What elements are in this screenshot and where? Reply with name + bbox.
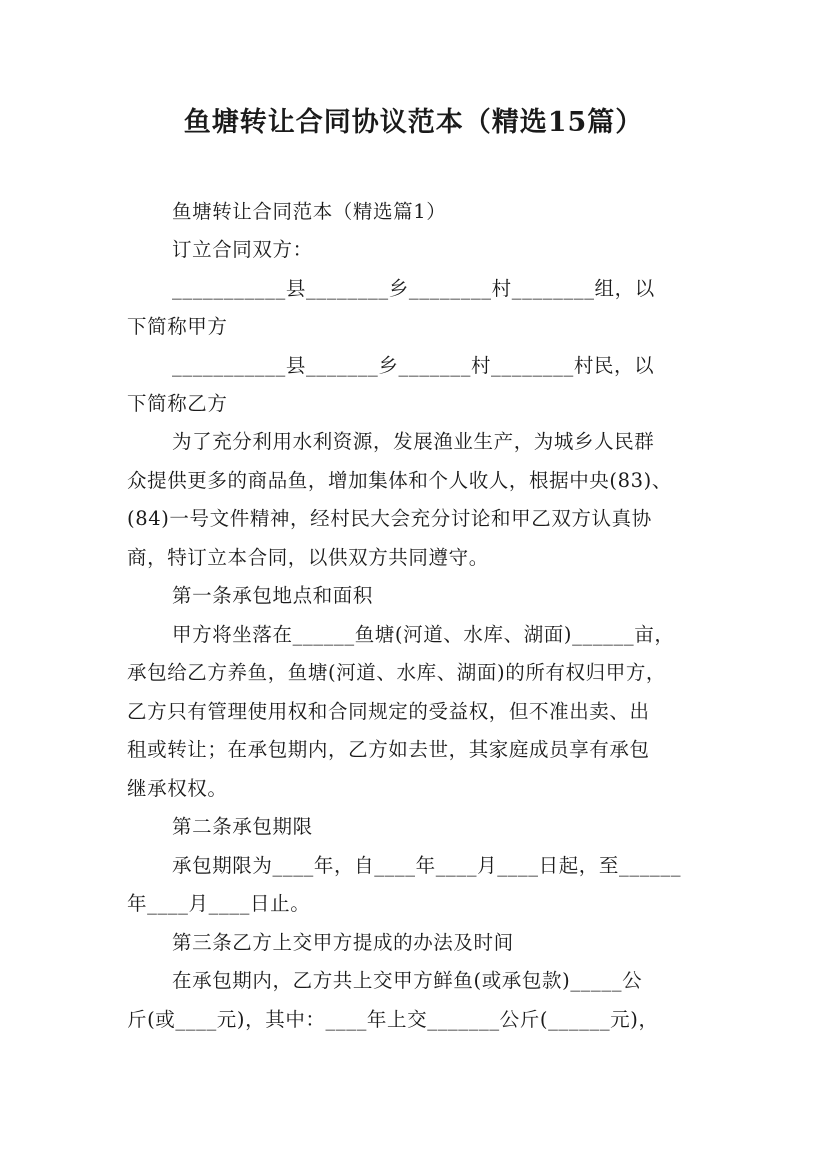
paragraph-line: 订立合同双方： xyxy=(172,238,313,261)
paragraph-line: ___________县________乡________村________组，以 xyxy=(172,277,655,300)
paragraph-line: (84)一号文件精神，经村民大会充分讨论和甲乙双方认真协 xyxy=(127,507,652,530)
paragraph-line: 甲方将坐落在______鱼塘(河道、水库、湖面)______亩， xyxy=(172,623,675,646)
paragraph-line: 租或转让；在承包期内，乙方如去世，其家庭成员享有承包 xyxy=(127,738,650,761)
paragraph-line: 下简称乙方 xyxy=(127,392,228,415)
paragraph-line: 年____月____日止。 xyxy=(127,892,311,915)
paragraph-line: ___________县_______乡_______村________村民，以 xyxy=(172,354,655,377)
paragraph-line: 商，特订立本合同，以供双方共同遵守。 xyxy=(127,546,489,569)
paragraph-line: 乙方只有管理使用权和合同规定的受益权，但不准出卖、出 xyxy=(127,700,650,723)
paragraph-line: 在承包期内，乙方共上交甲方鲜鱼(或承包款)_____公 xyxy=(172,969,643,992)
paragraph-line: 众提供更多的商品鱼，增加集体和个人收人，根据中央(83)、 xyxy=(127,469,672,492)
article-heading: 第二条承包期限 xyxy=(172,815,313,838)
article-heading: 第三条乙方上交甲方提成的办法及时间 xyxy=(172,931,514,954)
document-title: 鱼塘转让合同协议范本（精选15篇） xyxy=(183,107,644,138)
section-heading: 鱼塘转让合同范本（精选篇1） xyxy=(172,200,447,223)
paragraph-line: 斤(或____元)，其中：____年上交_______公斤(______元)， xyxy=(127,1008,659,1031)
paragraph-line: 承包期限为____年，自____年____月____日起，至______ xyxy=(172,854,682,877)
article-heading: 第一条承包地点和面积 xyxy=(172,584,374,607)
paragraph-line: 为了充分利用水利资源，发展渔业生产，为城乡人民群 xyxy=(172,430,655,453)
paragraph-line: 下简称甲方 xyxy=(127,315,228,338)
paragraph-line: 承包给乙方养鱼，鱼塘(河道、水库、湖面)的所有权归甲方， xyxy=(127,661,667,684)
paragraph-line: 继承权权。 xyxy=(127,777,228,800)
